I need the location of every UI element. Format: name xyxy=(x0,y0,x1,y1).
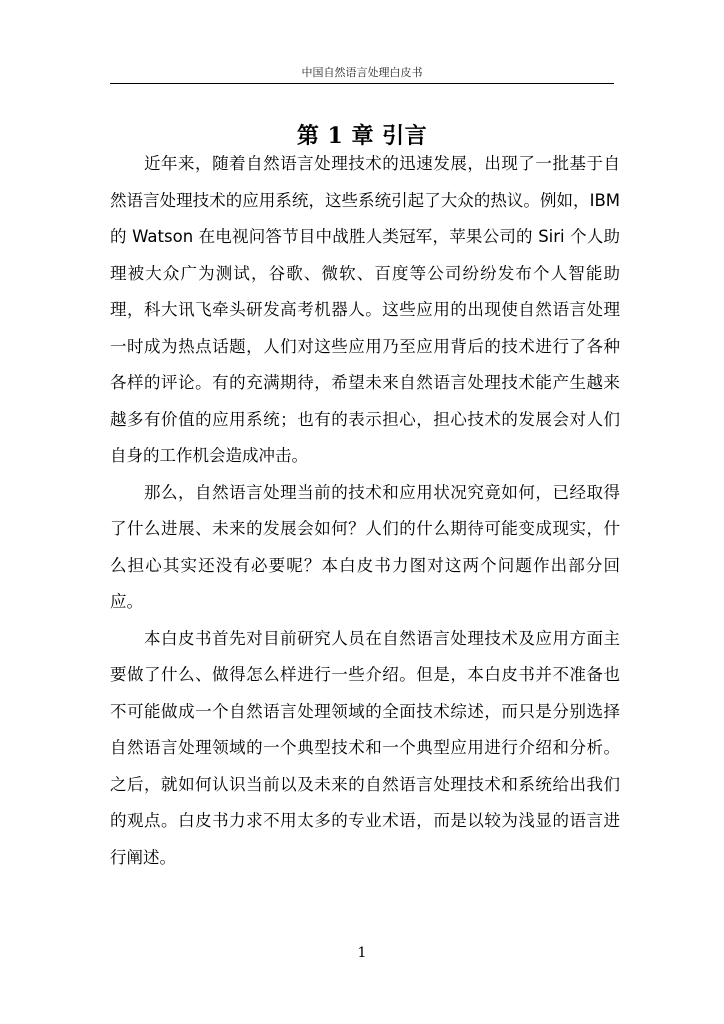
paragraph-3: 本白皮书首先对目前研究人员在自然语言处理技术及应用方面主要做了什么、做得怎么样进行一些介绍。但是，本白皮书并不准备也不可能做成一个自然语言处理领域的全面技术综述，而只是分别选择自然语言处理领域的一个典型技术和一个典型应用进行介绍和分析。之后，就如何认识当前以及未来的自然语言处理技术和系统给出我们的观点。白皮书力求不用太多的专业术语，而是以较为浅显的语言进行阐述。 xyxy=(110,628,620,867)
body-text xyxy=(110,146,620,876)
page-number: 1 xyxy=(357,945,367,961)
paragraph-2: 那么，自然语言处理当前的技术和应用状况究竟如何，已经取得了什么进展、未来的发展会如何？人们的什么期待可能变成现实，什么担心其实还没有必要呢？本白皮书力图对这两个问题作出部分回应。 xyxy=(110,482,620,611)
running-header: 中国自然语言处理白皮书 xyxy=(301,66,423,79)
header-rule xyxy=(110,83,614,84)
paragraph-1: 近年来，随着自然语言处理技术的迅速发展，出现了一批基于自然语言处理技术的应用系统，这些系统引起了大众的热议。例如，IBM 的 Watson 在电视问答节目中战胜人类冠军，苹果公司的 Siri 个人助理被大众广为测试，谷歌、微软、百度等公司纷纷发布个人智能助理，科大讯飞牵头研发高考机器人。这些应用的出现使自然语言处理一时成为热点话题，人们对这些应用乃至应用背后的技术进行了各种各样的评论。有的充满期待，希望未来自然语言处理技术能产生越来越多有价值的应用系统；也有的表示担心，担心技术的发展会对人们自身的工作机会造成冲击。 xyxy=(110,154,620,465)
chapter-title: 第 1 章 引言 xyxy=(296,122,428,149)
